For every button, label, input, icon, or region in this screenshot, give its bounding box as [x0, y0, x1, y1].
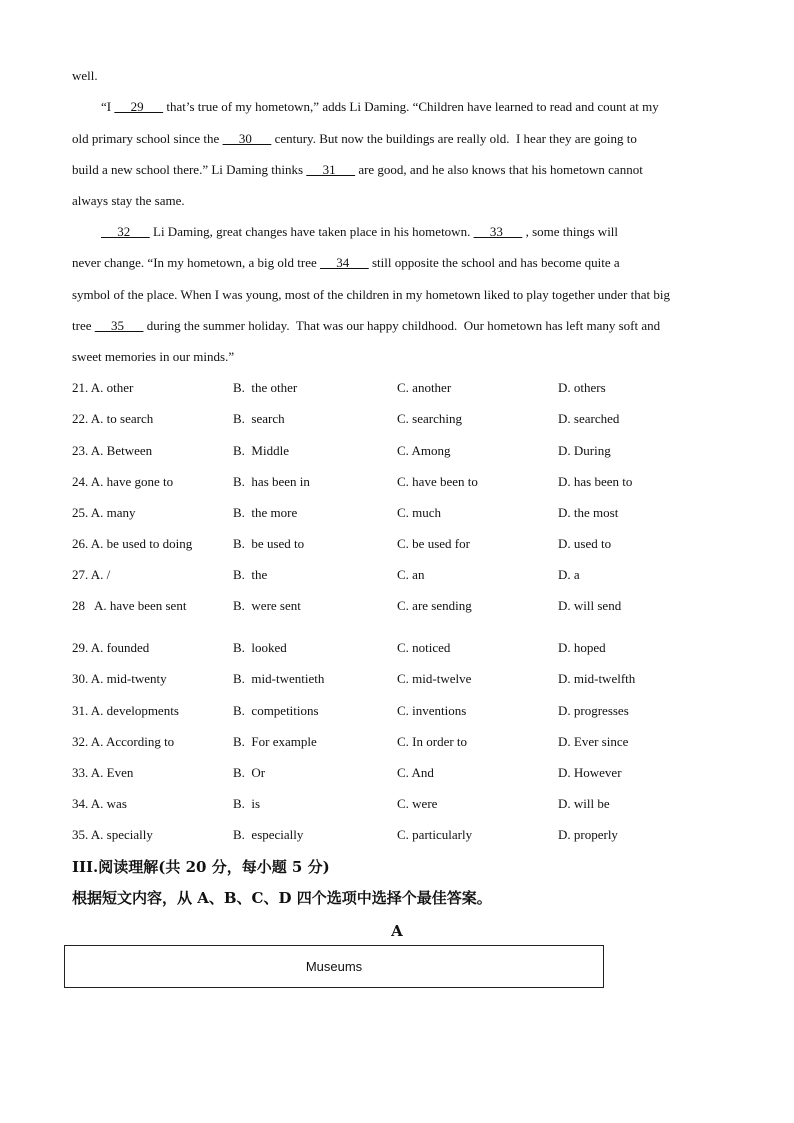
table-header-cell: Museums [305, 959, 363, 974]
question-35-options [72, 827, 732, 843]
blank-34: 34 [320, 255, 369, 270]
passage-line-10 [72, 349, 234, 365]
text: during the summer holiday. That was our happy childhood. Our hometown has left many soft and [143, 318, 661, 333]
option-c: C. have been to [397, 474, 478, 489]
option-b: B. is [233, 796, 261, 811]
option-d: D. the most [558, 505, 619, 520]
option-d: D. a [558, 567, 580, 582]
question-29-options [72, 640, 732, 656]
option-d: D. others [558, 380, 606, 395]
passage-label: A [391, 922, 403, 940]
passage-line-9 [72, 318, 660, 334]
option-c: C. searching [397, 411, 462, 426]
passage-line-3 [72, 131, 637, 147]
option-c: C. In order to [397, 734, 468, 749]
text: tree [72, 318, 95, 333]
text: always stay the same. [72, 193, 185, 208]
text: build a new school there.” Li Daming thinks [72, 162, 307, 177]
option-c: C. Among [397, 443, 451, 458]
option-d: D. Ever since [558, 734, 629, 749]
blank-32: 32 [101, 224, 150, 239]
option-b: B. the [233, 567, 268, 582]
option-a: 27. A. / [72, 567, 111, 582]
option-c: C. noticed [397, 640, 451, 655]
option-b: B. looked [233, 640, 287, 655]
option-d: D. mid-twelfth [558, 671, 636, 686]
question-28-options [72, 598, 732, 614]
question-21-options [72, 380, 732, 396]
option-c: C. are sending [397, 598, 472, 613]
text: old primary school since the [72, 131, 223, 146]
option-b: B. Or [233, 765, 266, 780]
option-a: 31. A. developments [72, 703, 179, 718]
option-c: C. an [397, 567, 425, 582]
option-a: 28 A. have been sent [72, 598, 187, 613]
option-d: D. During [558, 443, 611, 458]
question-24-options [72, 474, 732, 490]
option-d: D. properly [558, 827, 618, 842]
text: never change. “In my hometown, a big old tree [72, 255, 320, 270]
question-31-options [72, 703, 732, 719]
option-b: B. the other [233, 380, 298, 395]
option-a: 35. A. specially [72, 827, 153, 842]
text: symbol of the place. When I was young, most of the children in my hometown liked to play together under that big [72, 287, 670, 302]
passage-line-4 [72, 162, 643, 178]
option-b: B. be used to [233, 536, 305, 551]
text: sweet memories in our minds.” [72, 349, 235, 364]
option-d: D. searched [558, 411, 620, 426]
text: , some things will [522, 224, 619, 239]
text: “I [101, 99, 115, 114]
text: still opposite the school and has become quite a [368, 255, 620, 270]
option-b: B. For example [233, 734, 317, 749]
option-c: C. were [397, 796, 438, 811]
passage-line-6 [101, 224, 618, 240]
question-33-options [72, 765, 732, 781]
option-b: B. has been in [233, 474, 310, 489]
question-27-options [72, 567, 732, 583]
text: Li Daming, great changes have taken place in his hometown. [149, 224, 474, 239]
question-32-options [72, 734, 732, 750]
passage-line-5 [72, 193, 185, 209]
option-a: 33. A. Even [72, 765, 134, 780]
section-instruction: 根据短文内容，从 A、B、C、D 四个选项中选择个最佳答案。 [72, 889, 492, 907]
option-b: B. the more [233, 505, 298, 520]
passage-line-7 [72, 255, 620, 271]
text: century. But now the buildings are really old. I hear they are going to [271, 131, 637, 146]
option-b: B. search [233, 411, 285, 426]
option-a: 21. A. other [72, 380, 134, 395]
text: that’s true of my hometown,” adds Li Daming. “Children have learned to read and count at my [163, 99, 659, 114]
option-a: 34. A. was [72, 796, 127, 811]
passage-line-1 [72, 68, 98, 84]
passage-line-2 [101, 99, 659, 115]
option-d: D. used to [558, 536, 612, 551]
option-c: C. And [397, 765, 434, 780]
option-c: C. mid-twelve [397, 671, 472, 686]
museums-table [64, 945, 604, 988]
option-b: B. Middle [233, 443, 289, 458]
option-a: 30. A. mid-twenty [72, 671, 167, 686]
option-b: B. mid-twentieth [233, 671, 325, 686]
blank-33: 33 [473, 224, 523, 239]
option-b: B. were sent [233, 598, 301, 613]
blank-30: 30 [222, 131, 272, 146]
question-34-options [72, 796, 732, 812]
question-25-options [72, 505, 732, 521]
question-26-options [72, 536, 732, 552]
option-a: 24. A. have gone to [72, 474, 174, 489]
option-d: D. will be [558, 796, 610, 811]
option-c: C. much [397, 505, 442, 520]
passage-line-8 [72, 287, 670, 303]
option-c: C. inventions [397, 703, 467, 718]
question-30-options [72, 671, 732, 687]
blank-35: 35 [94, 318, 144, 333]
option-a: 32. A. According to [72, 734, 175, 749]
option-c: C. particularly [397, 827, 473, 842]
option-a: 22. A. to search [72, 411, 154, 426]
option-b: B. especially [233, 827, 304, 842]
blank-29: 29 [114, 99, 164, 114]
question-22-options [72, 411, 732, 427]
option-d: D. will send [558, 598, 622, 613]
option-d: D. However [558, 765, 622, 780]
option-a: 26. A. be used to doing [72, 536, 193, 551]
option-d: D. progresses [558, 703, 629, 718]
option-a: 23. A. Between [72, 443, 153, 458]
option-d: D. has been to [558, 474, 633, 489]
section-title: III.阅读理解(共 20 分，每小题 5 分) [72, 858, 330, 876]
option-c: C. another [397, 380, 452, 395]
option-a: 25. A. many [72, 505, 136, 520]
option-d: D. hoped [558, 640, 606, 655]
text: well. [72, 68, 98, 83]
question-23-options [72, 443, 732, 459]
option-b: B. competitions [233, 703, 319, 718]
option-c: C. be used for [397, 536, 470, 551]
text: are good, and he also knows that his hometown cannot [355, 162, 643, 177]
blank-31: 31 [306, 162, 356, 177]
option-a: 29. A. founded [72, 640, 150, 655]
